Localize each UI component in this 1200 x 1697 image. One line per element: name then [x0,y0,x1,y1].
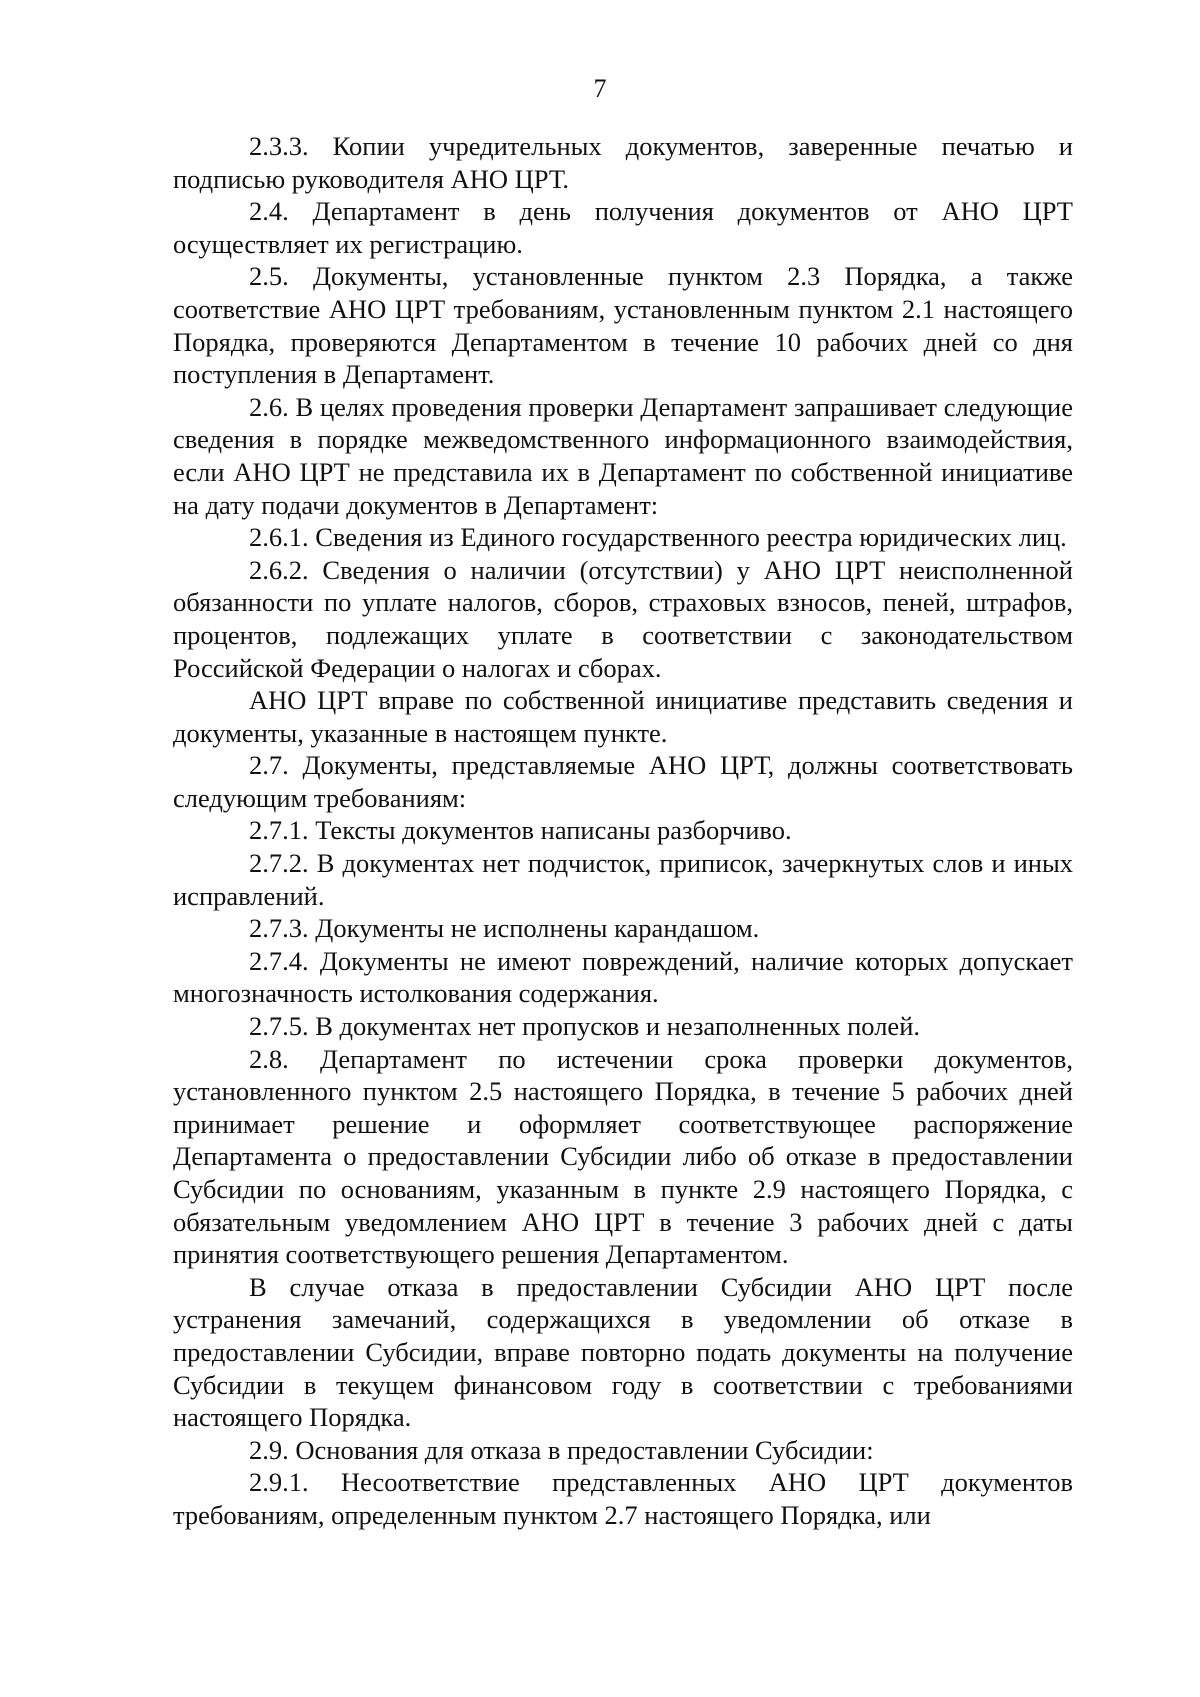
paragraph-2-8: 2.8. Департамент по истечении срока проверки документов, установленного пунктом 2.5 настоящего Порядка, в течение 5 рабочих дней принимает решение и оформляет соответствующее распоряжение Департамента о предоставлении Субсидии либо об отказе в предоставлении Субсидии по основаниям, указанным в пункте 2.9 настоящего Порядка, с обязательным уведомлением АНО ЦРТ в течение 3 рабочих дней с даты принятия соответствующего решения Департаментом. [173,1043,1073,1270]
paragraph-2-7-3: 2.7.3. Документы не исполнены карандашом. [249,913,760,944]
document-body [173,130,1073,1532]
paragraph-2-9: 2.9. Основания для отказа в предоставлении Субсидии: [249,1434,874,1465]
paragraph-2-7-5: 2.7.5. В документах нет пропусков и незаполненных полей. [249,1011,921,1042]
paragraph-2-6-1: 2.6.1. Сведения из Единого государственного реестра юридических лиц. [249,522,1067,553]
paragraph-2-7-2: 2.7.2. В документах нет подчисток, приписок, зачеркнутых слов и иных исправлений. [173,848,1073,911]
paragraph-ano-right: АНО ЦРТ вправе по собственной инициативе представить сведения и документы, указанные в настоящем пункте. [173,685,1073,748]
paragraph-2-5: 2.5. Документы, установленные пунктом 2.3 Порядка, а также соответствие АНО ЦРТ требованиям, установленным пунктом 2.1 настоящего Порядка, проверяются Департаментом в течение 10 рабочих дней со дня поступления в Департамент. [173,261,1073,390]
paragraph-refusal-case: В случае отказа в предоставлении Субсидии АНО ЦРТ после устранения замечаний, содержащихся в уведомлении об отказе в предоставлении Субсидии, вправе повторно подать документы на получение Субсидии в текущем финансовом году в соответствии с требованиями настоящего Порядка. [173,1271,1073,1433]
paragraph-2-7: 2.7. Документы, представляемые АНО ЦРТ, должны соответствовать следующим требованиям: [173,750,1073,813]
paragraph-2-7-1: 2.7.1. Тексты документов написаны разборчиво. [249,815,792,846]
paragraph-2-6-2: 2.6.2. Сведения о наличии (отсутствии) у АНО ЦРТ неисполненной обязанности по уплате налогов, сборов, страховых взносов, пеней, штрафов, процентов, подлежащих уплате в соответствии с законодательством Российской Федерации о налогах и сборах. [173,554,1073,683]
paragraph-2-9-1: 2.9.1. Несоответствие представленных АНО ЦРТ документов требованиям, определенным пунктом 2.7 настоящего Порядка, или [173,1467,1073,1530]
page-number: 7 [593,74,607,103]
paragraph-2-6: 2.6. В целях проведения проверки Департамент запрашивает следующие сведения в порядке межведомственного информационного взаимодействия, если АНО ЦРТ не представила их в Департамент по собственной инициативе на дату подачи документов в Департамент: [173,391,1073,520]
paragraph-2-3-3: 2.3.3. Копии учредительных документов, заверенные печатью и подписью руководителя АНО ЦРТ. [173,131,1073,194]
paragraph-2-4: 2.4. Департамент в день получения документов от АНО ЦРТ осуществляет их регистрацию. [173,196,1073,259]
paragraph-2-7-4: 2.7.4. Документы не имеют повреждений, наличие которых допускает многозначность истолкования содержания. [173,945,1073,1009]
